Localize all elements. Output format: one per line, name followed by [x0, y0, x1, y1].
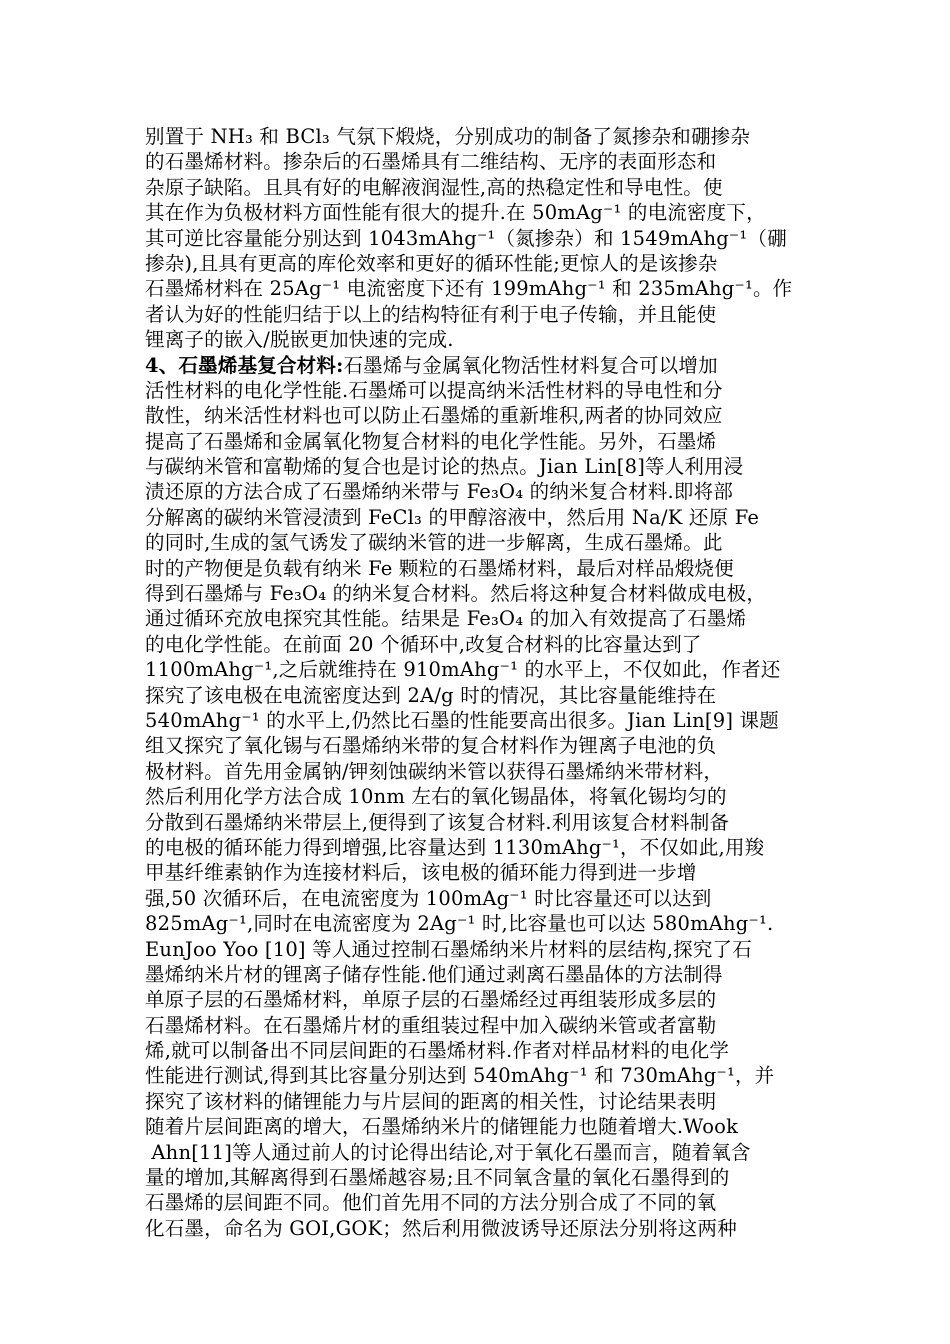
- text-line: [145, 454, 815, 479]
- text-line: [145, 657, 815, 682]
- text-line: [145, 860, 815, 885]
- text-line: [145, 708, 815, 733]
- line-text: 探究了该电极在电流密度达到 2A/g 时的情况，其比容量能维持在: [145, 683, 717, 707]
- line-text: 锂离子的嵌入/脱嵌更加快速的完成.: [145, 328, 454, 352]
- text-line: [145, 911, 815, 936]
- line-text: 与碳纳米管和富勒烯的复合也是讨论的热点。Jian Lin[8]等人利用浸: [145, 455, 744, 479]
- text-line: [145, 226, 815, 251]
- text-line: [145, 556, 815, 581]
- line-text: 强,50 次循环后，在电流密度为 100mAg⁻¹ 时比容量还可以达到: [145, 886, 712, 910]
- text-line: [145, 886, 815, 911]
- line-text: 540mAhg⁻¹ 的水平上,仍然比石墨的性能要高出很多。Jian Lin[9] 课题: [145, 708, 779, 732]
- line-text: 烯,就可以制备出不同层间距的石墨烯材料.作者对样品材料的电化学: [145, 1039, 730, 1063]
- line-text: 石墨烯材料。在石墨烯片材的重组装过程中加入碳纳米管或者富勒: [145, 1013, 717, 1037]
- line-text: 提高了石墨烯和金属氧化物复合材料的电化学性能。另外，石墨烯: [145, 429, 717, 453]
- text-line: [145, 1140, 815, 1165]
- text-line: [145, 606, 815, 631]
- text-line: [145, 1216, 815, 1241]
- text-line: [145, 632, 815, 657]
- document-page: [145, 124, 815, 1241]
- text-line: [145, 1089, 815, 1114]
- line-text: 墨烯纳米片材的锂离子储存性能.他们通过剥离石墨晶体的方法制得: [145, 962, 723, 986]
- text-line: [145, 784, 815, 809]
- text-line: [145, 1165, 815, 1190]
- text-line: [145, 530, 815, 555]
- line-text: 单原子层的石墨烯材料，单原子层的石墨烯经过再组装形成多层的: [145, 988, 717, 1012]
- line-text: 其可逆比容量能分别达到 1043mAhg⁻¹（氮掺杂）和 1549mAhg⁻¹（硼: [145, 226, 787, 250]
- line-text: 性能进行测试,得到其比容量分别达到 540mAhg⁻¹ 和 730mAhg⁻¹，并: [145, 1064, 775, 1088]
- line-text: 得到石墨烯与 Fe₃O₄ 的纳米复合材料。然后将这种复合材料做成电极，: [145, 582, 767, 606]
- line-text: 825mAg⁻¹,同时在电流密度为 2Ag⁻¹ 时,比容量也可以达 580mAhg⁻¹.: [145, 912, 774, 936]
- line-text: 掺杂),且具有更高的库伦效率和更好的循环性能;更惊人的是该掺杂: [145, 251, 718, 275]
- text-line: [145, 987, 815, 1012]
- line-text: EunJoo Yoo [10] 等人通过控制石墨烯纳米片材料的层结构,探究了石: [145, 937, 752, 961]
- line-text: 随着片层间距离的增大，石墨烯纳米片的储锂能力也随着增大.Wook: [145, 1115, 739, 1139]
- line-text: 探究了该材料的储锂能力与片层间的距离的相关性，讨论结果表明: [145, 1089, 717, 1113]
- line-text: 杂原子缺陷。且具有好的电解液润湿性,高的热稳定性和导电性。使: [145, 175, 723, 199]
- text-line: [145, 429, 815, 454]
- text-line: [145, 962, 815, 987]
- text-line: [145, 200, 815, 225]
- text-line: [145, 810, 815, 835]
- line-text: 1100mAhg⁻¹,之后就维持在 910mAhg⁻¹ 的水平上，不仅如此，作者还: [145, 658, 781, 682]
- line-text: 分散到石墨烯纳米带层上,便得到了该复合材料.利用该复合材料制备: [145, 810, 730, 834]
- section-heading: 4、石墨烯基复合材料:: [145, 353, 344, 377]
- text-line: [145, 175, 815, 200]
- text-line: [145, 251, 815, 276]
- line-text: 石墨烯的层间距不同。他们首先用不同的方法分别合成了不同的氧: [145, 1191, 717, 1215]
- line-text: 渍还原的方法合成了石墨烯纳米带与 Fe₃O₄ 的纳米复合材料.即将部: [145, 480, 734, 504]
- line-text: 的电化学性能。在前面 20 个循环中,改复合材料的比容量达到了: [145, 632, 702, 656]
- line-text: 甲基纤维素钠作为连接材料后，该电极的循环能力得到进一步增: [145, 861, 697, 885]
- text-line: [145, 937, 815, 962]
- line-text: 的电极的循环能力得到增强,比容量达到 1130mAhg⁻¹，不仅如此,用羧: [145, 835, 765, 859]
- line-text: 石墨烯材料在 25Ag⁻¹ 电流密度下还有 199mAhg⁻¹ 和 235mAhg⁻¹。作: [145, 277, 793, 301]
- line-text: Ahn[11]等人通过前人的讨论得出结论,对于氧化石墨而言，随着氧含: [145, 1140, 751, 1164]
- text-line: [145, 759, 815, 784]
- line-text: 别置于 NH₃ 和 BCl₃ 气氛下煅烧，分别成功的制备了氮掺杂和硼掺杂: [145, 125, 751, 148]
- text-line: [145, 479, 815, 504]
- line-text: 的石墨烯材料。掺杂后的石墨烯具有二维结构、无序的表面形态和: [145, 150, 717, 174]
- line-text: 时的产物便是负载有纳米 Fe 颗粒的石墨烯材料，最后对样品煅烧便: [145, 556, 734, 580]
- text-line: [145, 1190, 815, 1215]
- text-line: [145, 683, 815, 708]
- line-text: 化石墨，命名为 GOI,GOK；然后利用微波诱导还原法分别将这两种: [145, 1216, 737, 1240]
- text-line: [145, 327, 815, 352]
- line-text: 活性材料的电化学性能.石墨烯可以提高纳米活性材料的导电性和分: [145, 378, 723, 402]
- text-line: [145, 302, 815, 327]
- text-line: [145, 1063, 815, 1088]
- text-line: [145, 505, 815, 530]
- line-text: 散性，纳米活性材料也可以防止石墨烯的重新堆积,两者的协同效应: [145, 404, 723, 428]
- text-line: [145, 835, 815, 860]
- text-line: [145, 581, 815, 606]
- text-line: [145, 149, 815, 174]
- line-text: 通过循环充放电探究其性能。结果是 Fe₃O₄ 的加入有效提高了石墨烯: [145, 607, 747, 631]
- text-line: [145, 1038, 815, 1063]
- line-text: 的同时,生成的氢气诱发了碳纳米管的进一步解离，生成石墨烯。此: [145, 531, 723, 555]
- line-text: 者认为好的性能归结于以上的结构特征有利于电子传输，并且能使: [145, 302, 717, 326]
- line-text: 极材料。首先用金属钠/钾刻蚀碳纳米管以获得石墨烯纳米带材料，: [145, 759, 724, 783]
- text-line: [145, 276, 815, 301]
- line-text: 然后利用化学方法合成 10nm 左右的氧化锡晶体，将氧化锡均匀的: [145, 785, 727, 809]
- text-line: [145, 1013, 815, 1038]
- line-text: 石墨烯与金属氧化物活性材料复合可以增加: [343, 353, 718, 377]
- line-text: 量的增加,其解离得到石墨烯越容易;且不同氧含量的氧化石墨得到的: [145, 1166, 730, 1190]
- text-line: [145, 1114, 815, 1139]
- text-line: [145, 403, 815, 428]
- text-line: [145, 124, 815, 149]
- line-text: 分解离的碳纳米管浸渍到 FeCl₃ 的甲醇溶液中，然后用 Na/K 还原 Fe: [145, 505, 760, 529]
- line-text: 组又探究了氧化锡与石墨烯纳米带的复合材料作为锂离子电池的负: [145, 734, 717, 758]
- section-heading-line: [145, 353, 815, 378]
- text-line: [145, 378, 815, 403]
- line-text: 其在作为负极材料方面性能有很大的提升.在 50mAg⁻¹ 的电流密度下，: [145, 201, 766, 225]
- text-line: [145, 733, 815, 758]
